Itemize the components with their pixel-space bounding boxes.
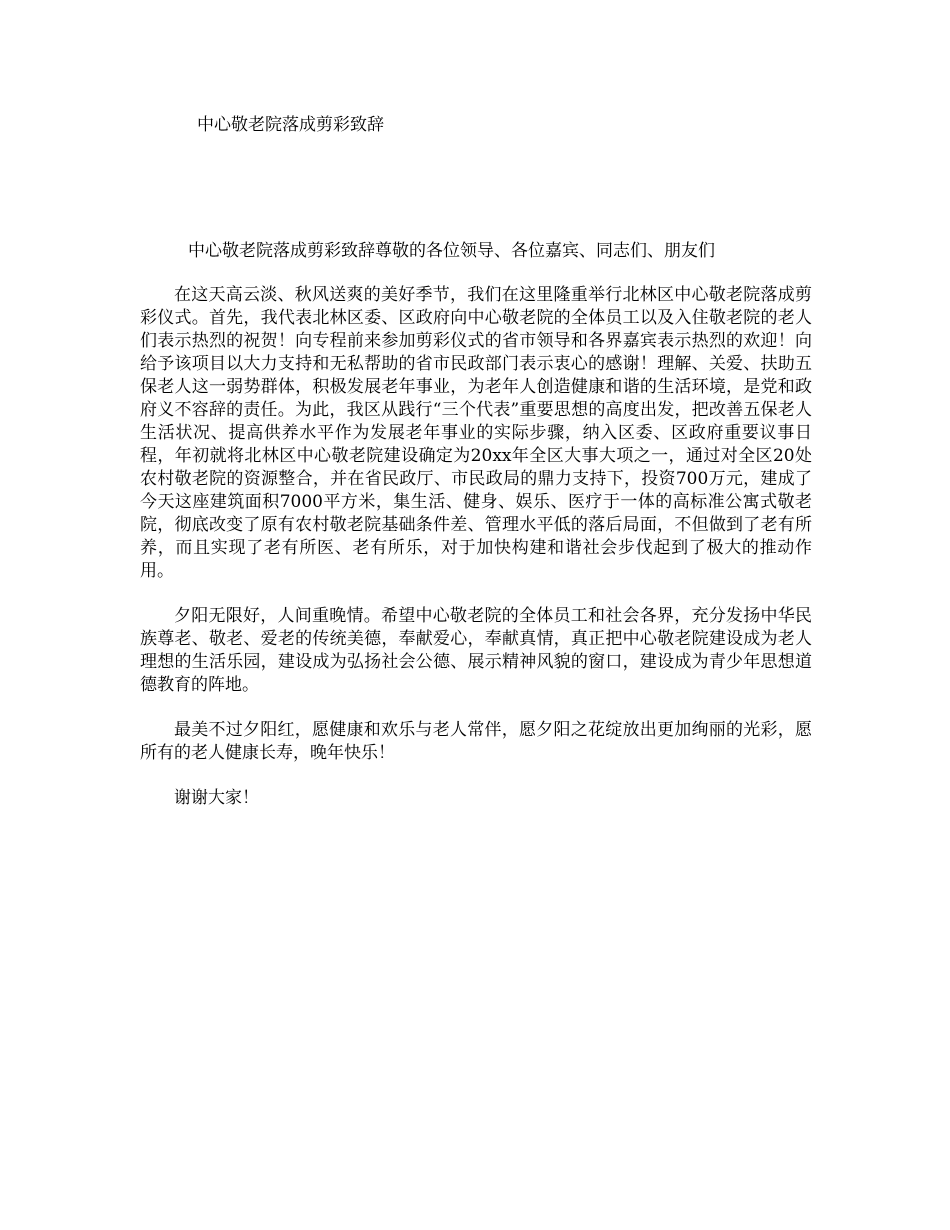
paragraph-thanks: 谢谢大家！ bbox=[174, 788, 259, 808]
paragraph-hope: 夕阳无限好，人间重晚情。希望中心敬老院的全体员工和社会各界，充分发扬中华民族尊老、敬老、爱老的传统美德，奉献爱心，奉献真情，真正把中心敬老院建设成为老人理想的生活乐园，建设成为弘扬社会公德、展示精神风貌的窗口，建设成为青少年思想道德教育的阵地。 bbox=[140, 606, 812, 695]
paragraph-opening: 在这天高云淡、秋风送爽的美好季节，我们在这里隆重举行北林区中心敬老院落成剪彩仪式。首先，我代表北林区委、区政府向中心敬老院的全体员工以及入住敬老院的老人们表示热烈的祝贺！向专程前来参加剪彩仪式的省市领导和各界嘉宾表示热烈的欢迎！向给予该项目以大力支持和无私帮助的省市民政部门表示衷心的感谢！理解、关爱、扶助五保老人这一弱势群体，积极发展老年事业，为老年人创造健康和谐的生活环境，是党和政府义不容辞的责任。为此，我区从践行“三个代表”重要思想的高度出发，把改善五保老人生活状况、提高供养水平作为发展老年事业的实际步骤，纳入区委、区政府重要议事日程，年初就将北林区中心敬老院建设确定为20xx年全区大事大项之一，通过对全区20处农村敬老院的资源整合，并在省民政厅、市民政局的鼎力支持下，投资700万元，建成了今天这座建筑面积7000平方米，集生活、健身、娱乐、医疗于一体的高标准公寓式敬老院，彻底改变了原有农村敬老院基础条件差、管理水平低的落后局面，不但做到了老有所养，而且实现了老有所医、老有所乐，对于加快构建和谐社会步伐起到了极大的推动作用。 bbox=[140, 285, 812, 581]
paragraph-wishes: 最美不过夕阳红，愿健康和欢乐与老人常伴，愿夕阳之花绽放出更加绚丽的光彩，愿所有的老人健康长寿，晚年快乐！ bbox=[140, 720, 812, 763]
document-title: 中心敬老院落成剪彩致辞 bbox=[197, 115, 384, 135]
document-body bbox=[140, 284, 812, 832]
document-subtitle: 中心敬老院落成剪彩致辞尊敬的各位领导、各位嘉宾、同志们、朋友们 bbox=[188, 241, 715, 261]
